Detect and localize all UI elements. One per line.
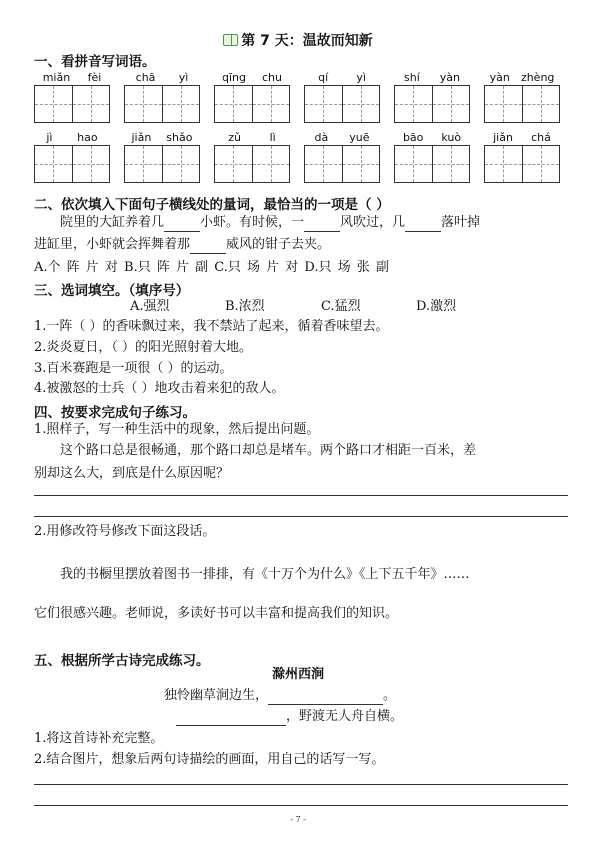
pinyin-syllable: jì: [46, 131, 53, 144]
writing-boxes: [34, 145, 110, 183]
writing-cell[interactable]: [343, 86, 380, 122]
pinyin: [304, 130, 380, 145]
writing-boxes: [214, 145, 290, 183]
writing-cell[interactable]: [485, 146, 523, 182]
section2-sentence-line-1: 院里的大缸养着几 小虾。有时候，一 风吹过，几 落叶掉: [60, 215, 481, 230]
writing-cell[interactable]: [73, 146, 110, 182]
writing-cell[interactable]: [73, 86, 110, 122]
choice-c: C.猛烈: [321, 299, 361, 314]
page-title: 第 7 天：温故而知新: [0, 30, 596, 50]
writing-cell[interactable]: [253, 86, 290, 122]
writing-boxes: [484, 85, 560, 123]
pinyin: [34, 130, 110, 145]
writing-cell[interactable]: [163, 146, 200, 182]
pinyin-syllable: dà: [314, 131, 329, 144]
pinyin: [124, 70, 200, 85]
section3-heading: 三、选词填空。（填序号）: [34, 283, 190, 299]
page-number: - 7 -: [290, 815, 306, 824]
writing-cell[interactable]: [343, 146, 380, 182]
writing-boxes: [214, 85, 290, 123]
pinyin-syllable: yàn: [489, 71, 510, 84]
pinyin-syllable: shí: [404, 71, 420, 84]
word-group: [34, 130, 110, 183]
writing-cell[interactable]: [433, 146, 470, 182]
blank[interactable]: [190, 253, 226, 254]
writing-cell[interactable]: [215, 86, 253, 122]
word-group: [484, 70, 560, 123]
pinyin-syllable: hao: [77, 131, 98, 144]
pinyin: [394, 70, 470, 85]
section4-q2: 2.用修改符号修改下面这段话。: [34, 524, 216, 539]
pinyin: [214, 70, 290, 85]
poem-blank[interactable]: [268, 704, 383, 705]
revise-paragraph-line-1: 我的书橱里摆放着图书一排排，有《十万个为什么》《上下五千年》……: [60, 567, 470, 582]
blank[interactable]: [164, 231, 200, 232]
writing-cell[interactable]: [485, 86, 523, 122]
pinyin-syllable: miǎn: [42, 71, 71, 84]
choice-d: D.激烈: [416, 299, 457, 314]
writing-cell[interactable]: [35, 86, 73, 122]
poem-line-2: ，野渡无人舟自横。: [176, 708, 403, 726]
pinyin: [304, 70, 380, 85]
writing-cell[interactable]: [395, 146, 433, 182]
word-group: [214, 130, 290, 183]
writing-boxes: [304, 145, 380, 183]
section2-sentence-line-2: 进缸里，小虾就会挥舞着那 威风的钳子去夹。: [34, 237, 331, 252]
pinyin-syllable: chu: [262, 71, 282, 84]
poem-title: 滁州西涧: [271, 667, 324, 682]
pinyin: [484, 130, 560, 145]
choice-a: A.强烈: [130, 299, 170, 314]
section1-heading: 一、看拼音写词语。: [34, 54, 156, 70]
pinyin-syllable: yuē: [349, 131, 370, 144]
word-group: [394, 70, 470, 123]
writing-cell[interactable]: [215, 146, 253, 182]
word-group: [124, 70, 200, 123]
writing-cell[interactable]: [125, 86, 163, 122]
pinyin: [124, 130, 200, 145]
section2-heading: 二、依次填入下面句子横线处的量词，最恰当的一项是（ ）: [34, 197, 390, 213]
answer-line[interactable]: [34, 495, 568, 496]
word-group: [304, 70, 380, 123]
pinyin-syllable: yàn: [439, 71, 460, 84]
pinyin-syllable: yì: [178, 71, 189, 84]
example-line-2: 别却这么大，到底是什么原因呢？: [34, 466, 230, 481]
section4-heading: 四、按要求完成句子练习。: [34, 405, 196, 421]
word-group: [394, 130, 470, 183]
pinyin-syllable: kuò: [441, 131, 462, 144]
poem-blank[interactable]: [176, 725, 286, 726]
pinyin-syllable: yì: [356, 71, 366, 84]
writing-boxes: [484, 145, 560, 183]
poem-line-1: 独怜幽草涧边生， 。: [164, 688, 397, 703]
answer-line[interactable]: [34, 516, 568, 517]
pinyin-syllable: fèi: [87, 71, 102, 84]
writing-cell[interactable]: [433, 86, 470, 122]
word-group: [214, 70, 290, 123]
word-group: [124, 130, 200, 183]
section3-item-4: 4.被激怒的士兵（ ）地攻击着来犯的敌人。: [34, 381, 285, 396]
pinyin-syllable: shǎo: [166, 131, 193, 144]
blank[interactable]: [304, 231, 340, 232]
writing-cell[interactable]: [523, 86, 560, 122]
writing-boxes: [124, 145, 200, 183]
writing-cell[interactable]: [523, 146, 560, 182]
writing-cell[interactable]: [395, 86, 433, 122]
pinyin-syllable: qí: [318, 71, 329, 84]
answer-line[interactable]: [34, 784, 568, 785]
revise-paragraph-line-2: 它们很感兴趣。老师说，多读好书可以丰富和提高我们的知识。: [34, 606, 399, 621]
section2-options: A.个 阵 片 对 B.只 阵 片 副 C.只 场 片 对 D.只 场 张 副: [34, 260, 389, 275]
section3-item-3: 3.百米赛跑是一项很（ ）的运动。: [34, 361, 233, 376]
blank[interactable]: [405, 231, 441, 232]
section5-q2: 2.结合图片，想象后两句诗描绘的画面，用自己的话写一写。: [34, 752, 385, 767]
section4-q1: 1.照样子，写一种生活中的现象，然后提出问题。: [34, 422, 320, 437]
writing-cell[interactable]: [305, 146, 343, 182]
section5-q1: 1.将这首诗补充完整。: [34, 731, 164, 746]
pinyin-syllable: chā: [135, 71, 156, 84]
word-group: [34, 70, 110, 123]
pinyin-syllable: jiǎn: [131, 131, 152, 144]
answer-line[interactable]: [34, 805, 568, 806]
writing-cell[interactable]: [253, 146, 290, 182]
section3-item-2: 2.炎炎夏日，（ ）的阳光照射着大地。: [34, 340, 253, 355]
pinyin: [484, 70, 560, 85]
section5-heading: 五、根据所学古诗完成练习。: [34, 653, 210, 669]
writing-boxes: [304, 85, 380, 123]
pinyin-syllable: lì: [269, 131, 276, 144]
writing-cell[interactable]: [163, 86, 200, 122]
word-group: [484, 130, 560, 183]
pinyin-syllable: bāo: [402, 131, 424, 144]
writing-boxes: [394, 145, 470, 183]
pinyin: [394, 130, 470, 145]
pinyin-syllable: zhèng: [520, 71, 555, 84]
example-line-1: 这个路口总是很畅通，那个路口却总是堵车。两个路口才相距一百米，差: [60, 443, 477, 458]
pinyin-syllable: zǔ: [228, 131, 242, 144]
writing-boxes: [124, 85, 200, 123]
pinyin-syllable: chá: [531, 131, 551, 144]
book-icon: [223, 34, 238, 46]
choice-b: B.浓烈: [225, 299, 265, 314]
writing-cell[interactable]: [125, 146, 163, 182]
writing-cell[interactable]: [305, 86, 343, 122]
section3-item-1: 1.一阵（ ）的香味飘过来，我不禁站了起来，循着香味望去。: [34, 319, 389, 334]
pinyin: [34, 70, 110, 85]
writing-cell[interactable]: [35, 146, 73, 182]
pinyin-syllable: qīng: [222, 71, 246, 84]
writing-boxes: [394, 85, 470, 123]
word-group: [304, 130, 380, 183]
pinyin-syllable: jiǎn: [493, 131, 513, 144]
pinyin: [214, 130, 290, 145]
writing-boxes: [34, 85, 110, 123]
